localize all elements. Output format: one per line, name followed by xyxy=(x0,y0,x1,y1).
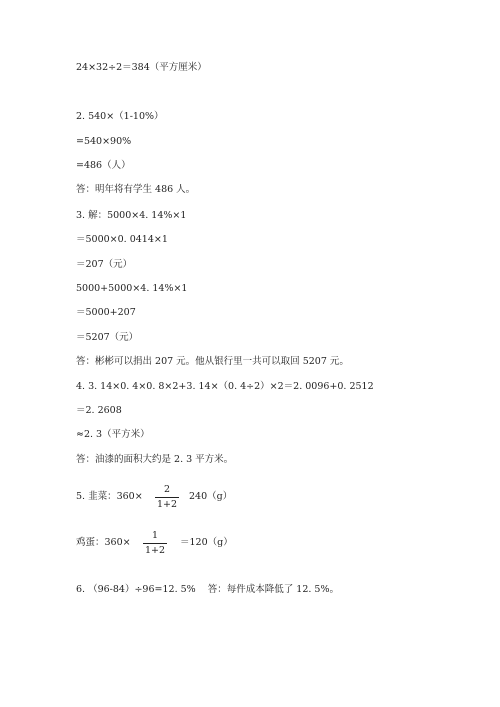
q5-leek-result: 240（g） xyxy=(189,491,233,502)
q3-answer: 答：彬彬可以捐出 207 元。他从银行里一共可以取回 5207 元。 xyxy=(76,356,349,367)
q3-total-expression: 5000+5000×4. 14%×1 xyxy=(76,283,188,294)
q5-egg-fraction-numerator: 1 xyxy=(143,530,167,544)
q3-step-2: ＝207（元） xyxy=(76,259,133,270)
q3-total-step-2: ＝5207（元） xyxy=(76,332,139,343)
q2-expression: 2. 540×（1-10%） xyxy=(76,111,164,122)
q5-egg-result: ＝120（g） xyxy=(180,537,233,548)
q2-step-2: =486（人） xyxy=(76,160,131,171)
q5-leek-fraction-denominator: 1+2 xyxy=(156,499,178,510)
q6-line: 6. （96-84）÷96=12. 5% 答：每件成本降低了 12. 5%。 xyxy=(76,584,339,595)
q2-step-1: =540×90% xyxy=(76,136,132,147)
q3-step-1: ＝5000×0. 0414×1 xyxy=(76,234,168,245)
q3-total-step-1: ＝5000+207 xyxy=(76,307,136,318)
q5-leek-fraction xyxy=(155,484,179,511)
q5-leek-prefix: 5. 韭菜：360× xyxy=(76,491,143,502)
q5-egg-fraction xyxy=(143,530,167,557)
q4-step-1: ＝2. 2608 xyxy=(76,405,122,416)
q3-expression: 3. 解：5000×4. 14%×1 xyxy=(76,210,187,221)
q4-answer: 答：油漆的面积大约是 2. 3 平方米。 xyxy=(76,454,234,465)
q4-expression: 4. 3. 14×0. 4×0. 8×2+3. 14×（0. 4÷2）×2＝2. 0096+0. 2512 xyxy=(76,381,374,392)
area-calculation-line: 24×32÷2＝384（平方厘米） xyxy=(76,62,207,73)
q5-egg-fraction-denominator: 1+2 xyxy=(144,545,166,556)
q5-egg-prefix: 鸡蛋：360× xyxy=(76,537,131,548)
q4-step-2: ≈2. 3（平方米） xyxy=(76,429,150,440)
q5-leek-fraction-numerator: 2 xyxy=(155,484,179,498)
q2-answer: 答：明年将有学生 486 人。 xyxy=(76,184,196,195)
